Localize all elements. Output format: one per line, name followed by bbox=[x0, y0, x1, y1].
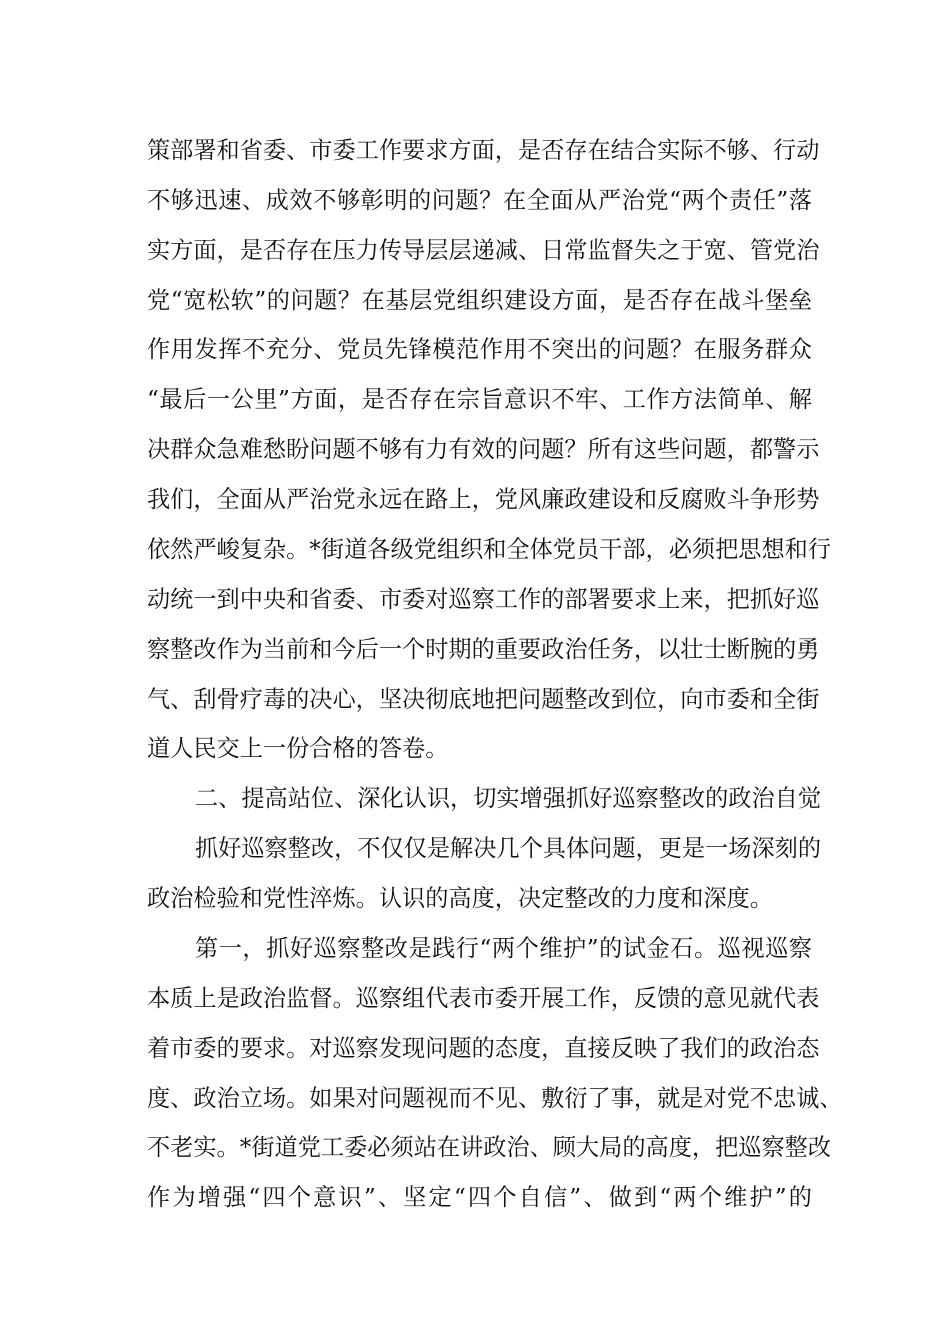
text-line: 策部署和省委、市委工作要求方面，是否存在结合实际不够、行动 bbox=[147, 137, 820, 164]
text-line: 不够迅速、成效不够彰明的问题？在全面从严治党“两个责任”落 bbox=[147, 187, 812, 214]
text-line: 决群众急难愁盼问题不够有力有效的问题？所有这些问题，都警示 bbox=[147, 436, 820, 463]
text-line: 我们，全面从严治党永远在路上，党风廉政建设和反腐败斗争形势 bbox=[147, 486, 820, 513]
text-line: 抓好巡察整改，不仅仅是解决几个具体问题，更是一场深刻的 bbox=[195, 835, 822, 862]
text-line: 本质上是政治监督。巡察组代表市委开展工作，反馈的意见就代表 bbox=[147, 985, 820, 1012]
text-line: 不老实。*街道党工委必须站在讲政治、顾大局的高度，把巡察整改 bbox=[147, 1134, 832, 1161]
text-line: 着市委的要求。对巡察发现问题的态度，直接反映了我们的政治态 bbox=[147, 1035, 820, 1062]
text-line: 依然严峻复杂。*街道各级党组织和全体党员干部，必须把思想和行 bbox=[147, 536, 832, 563]
text-line: 实方面，是否存在压力传导层层递减、日常监督失之于宽、管党治 bbox=[147, 237, 820, 264]
text-line: 道人民交上一份合格的答卷。 bbox=[147, 735, 449, 762]
section-heading: 二、提高站位、深化认识，切实增强抓好巡察整改的政治自觉 bbox=[195, 785, 822, 812]
text-line: 作为增强“四个意识”、坚定“四个自信”、做到“两个维护”的 bbox=[147, 1184, 812, 1211]
text-line: 动统一到中央和省委、市委对巡察工作的部署要求上来，把抓好巡 bbox=[147, 586, 820, 613]
text-line: 作用发挥不充分、党员先锋模范作用不突出的问题？在服务群众 bbox=[147, 336, 812, 363]
text-line: 度、政治立场。如果对问题视而不见、敷衍了事，就是对党不忠诚、 bbox=[147, 1085, 843, 1112]
text-line: 第一，抓好巡察整改是践行“两个维护”的试金石。巡视巡察 bbox=[195, 935, 812, 962]
text-line: 察整改作为当前和今后一个时期的重要政治任务，以壮士断腕的勇 bbox=[147, 636, 820, 663]
text-line: 党“宽松软”的问题？在基层党组织建设方面，是否存在战斗堡垒 bbox=[147, 287, 812, 314]
text-line: “最后一公里”方面，是否存在宗旨意识不牢、工作方法简单、解 bbox=[147, 386, 812, 413]
text-line: 政治检验和党性淬炼。认识的高度，决定整改的力度和深度。 bbox=[147, 885, 774, 912]
text-line: 气、刮骨疗毒的决心，坚决彻底地把问题整改到位，向市委和全街 bbox=[147, 686, 820, 713]
